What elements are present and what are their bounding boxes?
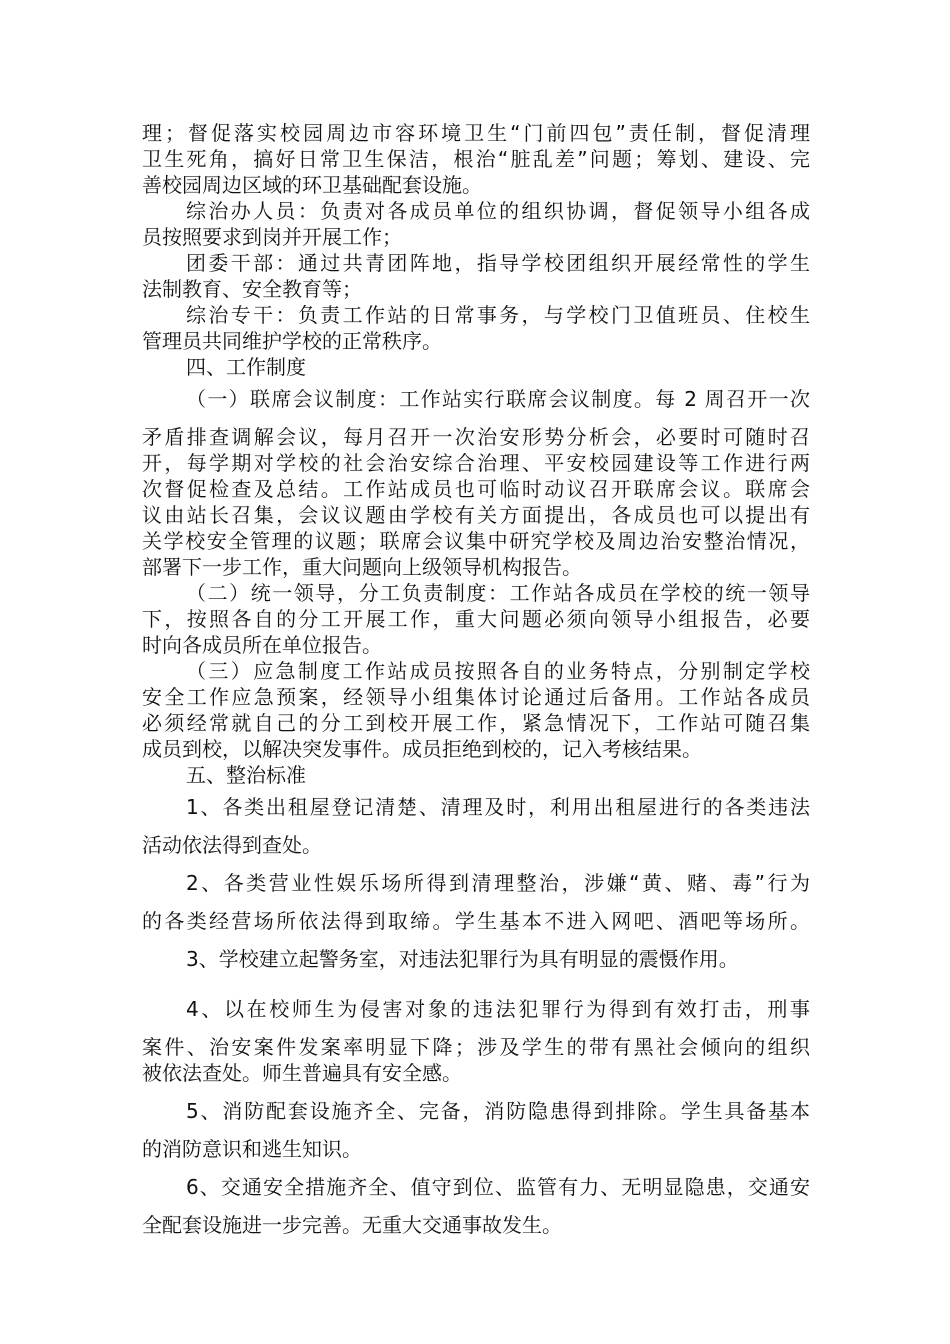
text-line: 3、学校建立起警务室，对违法犯罪行为具有明显的震慑作用。: [186, 947, 739, 971]
text-line: 活动依法得到查处。: [142, 833, 322, 857]
text-line: 议由站长召集，会议议题由学校有关方面提出，各成员也可以提出有: [142, 503, 810, 527]
text-line: 关学校安全管理的议题；联席会议集中研究学校及周边治安整治情况，: [142, 529, 810, 553]
text-line: 必须经常就自己的分工到校开展工作，紧急情况下，工作站可随召集: [142, 711, 810, 735]
text-line: （二）统一领导，分工负责制度：工作站各成员在学校的统一领导: [186, 581, 810, 605]
text-line: （一）联席会议制度：工作站实行联席会议制度。每 2 周召开一次: [186, 387, 810, 411]
text-line: 安全工作应急预案，经领导小组集体讨论通过后备用。工作站各成员: [142, 685, 810, 709]
text-line: 综治办人员：负责对各成员单位的组织协调，督促领导小组各成: [186, 199, 810, 223]
text-line: 部署下一步工作，重大问题向上级领导机构报告。: [142, 555, 582, 579]
text-line: 团委干部：通过共青团阵地，指导学校团组织开展经常性的学生: [186, 251, 810, 275]
text-line: 管理员共同维护学校的正常秩序。: [142, 329, 442, 353]
text-line: 次督促检查及总结。工作站成员也可临时动议召开联席会议。联席会: [142, 477, 810, 501]
section-heading: 五、整治标准: [186, 763, 306, 787]
text-line: 成员到校，以解决突发事件。成员拒绝到校的，记入考核结果。: [142, 737, 702, 761]
text-line: 6、交通安全措施齐全、值守到位、监管有力、无明显隐患，交通安: [186, 1175, 810, 1199]
text-line: 卫生死角，搞好日常卫生保洁，根治“脏乱差”问题；筹划、建设、完: [142, 147, 810, 171]
text-line: 1、各类出租屋登记清楚、清理及时，利用出租屋进行的各类违法: [186, 795, 810, 819]
text-line: 理；督促落实校园周边市容环境卫生“门前四包”责任制，督促清理: [142, 121, 810, 145]
text-line: （三）应急制度工作站成员按照各自的业务特点，分别制定学校: [186, 659, 810, 683]
text-line: 矛盾排查调解会议，每月召开一次治安形势分析会，必要时可随时召: [142, 425, 810, 449]
text-line: 全配套设施进一步完善。无重大交通事故发生。: [142, 1213, 562, 1237]
text-line: 4、以在校师生为侵害对象的违法犯罪行为得到有效打击，刑事: [186, 997, 810, 1021]
text-line: 下，按照各自的分工开展工作，重大问题必须向领导小组报告，必要: [142, 607, 810, 631]
text-line: 善校园周边区域的环卫基础配套设施。: [142, 173, 482, 197]
text-line: 综治专干：负责工作站的日常事务，与学校门卫值班员、住校生: [186, 303, 810, 327]
text-line: 时向各成员所在单位报告。: [142, 633, 382, 657]
section-heading: 四、工作制度: [186, 355, 306, 379]
text-line: 的各类经营场所依法得到取缔。学生基本不进入网吧、酒吧等场所。: [142, 909, 810, 933]
text-line: 法制教育、安全教育等；: [142, 277, 362, 301]
text-line: 的消防意识和逃生知识。: [142, 1137, 362, 1161]
text-line: 案件、治安案件发案率明显下降；涉及学生的带有黑社会倾向的组织: [142, 1035, 810, 1059]
text-line: 员按照要求到岗并开展工作；: [142, 225, 402, 249]
text-line: 5、消防配套设施齐全、完备，消防隐患得到排除。学生具备基本: [186, 1099, 810, 1123]
text-line: 被依法查处。师生普遍具有安全感。: [142, 1061, 462, 1085]
text-line: 2、各类营业性娱乐场所得到清理整治，涉嫌“黄、赌、毒”行为: [186, 871, 810, 895]
text-line: 开，每学期对学校的社会治安综合治理、平安校园建设等工作进行两: [142, 451, 810, 475]
